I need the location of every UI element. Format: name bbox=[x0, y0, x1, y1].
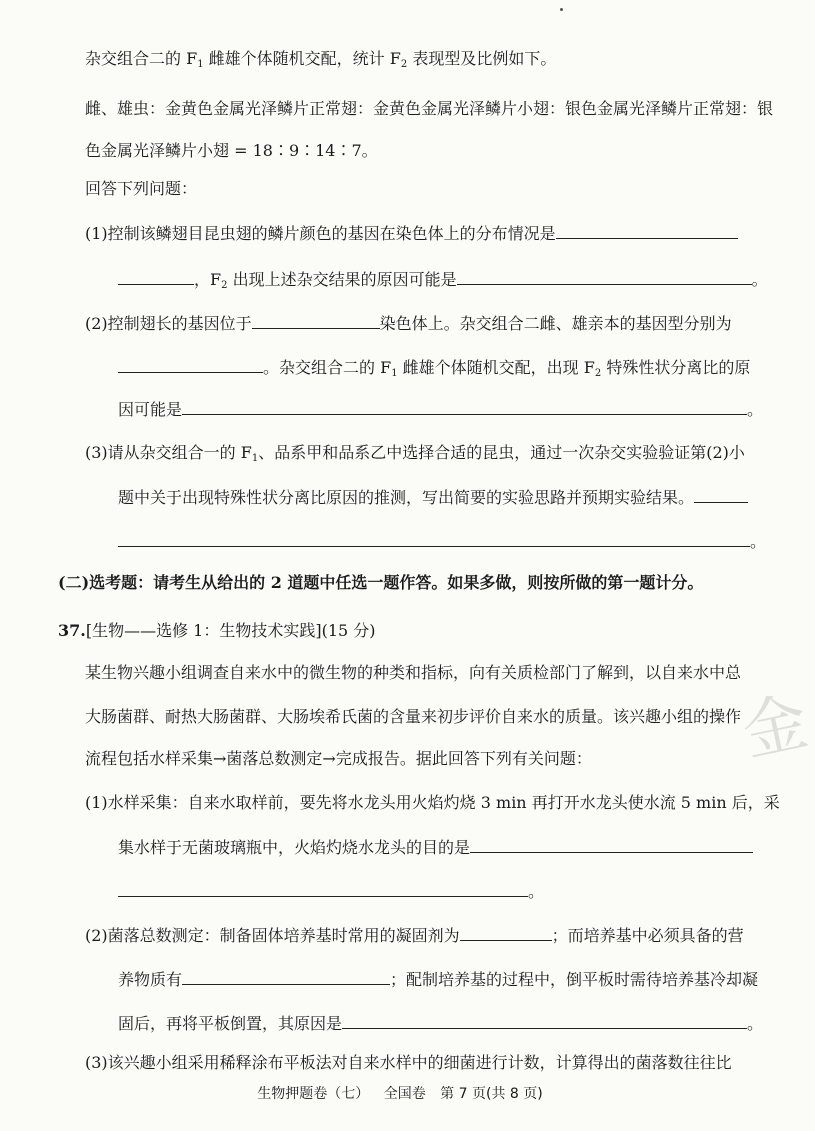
answer-blank[interactable] bbox=[182, 968, 390, 985]
question-text: ；配制培养基的过程中，倒平板时需待培养基冷却凝 bbox=[390, 970, 759, 989]
answer-blank[interactable] bbox=[252, 312, 380, 329]
question-text: 题中关于出现特殊性状分离比原因的推测，写出简要的实验思路并预期实验结果。 bbox=[118, 488, 695, 507]
question-text: 因可能是 bbox=[118, 400, 183, 419]
question-text: (1)控制该鳞翅目昆虫翅的鳞片颜色的基因在染色体上的分布情况是 bbox=[85, 224, 556, 243]
subscript: 1 bbox=[391, 368, 398, 379]
intro-f2-statement bbox=[0, 48, 800, 70]
answer-blank[interactable] bbox=[694, 486, 748, 503]
watermark: 金 bbox=[736, 685, 815, 771]
text: 色金属光泽鳞片小翅 = 18∶9∶14∶7。 bbox=[85, 141, 378, 160]
page-footer bbox=[0, 1084, 800, 1104]
answer-blank[interactable] bbox=[556, 222, 738, 239]
question-text: 、品系甲和品系乙中选择合适的昆虫，通过一次杂交实验验证第(2)小 bbox=[258, 443, 745, 462]
question-text: 出现上述杂交结果的原因可能是 bbox=[227, 270, 457, 289]
q2-line-3 bbox=[0, 398, 800, 421]
q37-title bbox=[0, 620, 800, 642]
text: 。 bbox=[747, 400, 764, 419]
question-text: 雌雄个体随机交配，出现 F bbox=[397, 358, 595, 377]
question-text: ；而培养基中必须具备的营 bbox=[551, 926, 744, 945]
answer-blank[interactable] bbox=[460, 924, 552, 941]
q1-line-1 bbox=[0, 222, 800, 245]
text: 回答下列问题： bbox=[85, 179, 198, 198]
footer-scope: 全国卷 bbox=[383, 1086, 426, 1102]
section-2-heading bbox=[0, 572, 800, 594]
scan-dot bbox=[560, 8, 563, 11]
q37-s2-line-3 bbox=[0, 1012, 800, 1035]
text: 某生物兴趣小组调查自来水中的微生物的种类和指标，向有关质检部门了解到，以自来水中总 bbox=[85, 663, 742, 682]
subscript: 2 bbox=[594, 368, 602, 379]
subscript: 2 bbox=[221, 280, 228, 291]
subscript: 1 bbox=[197, 59, 204, 70]
q37-s2-line-2 bbox=[0, 968, 800, 991]
subscript: 1 bbox=[251, 453, 259, 464]
question-text: (3)该兴趣小组采用稀释涂布平板法对自来水样中的细菌进行计数，计算得出的菌落数往往比 bbox=[85, 1053, 732, 1072]
text: 大肠菌群、耐热大肠菌群、大肠埃希氏菌的含量来初步评价自来水的质量。该兴趣小组的操作 bbox=[85, 707, 742, 726]
q2-line-2 bbox=[0, 356, 800, 379]
q1-line-2 bbox=[0, 268, 800, 291]
question-number: 37. bbox=[58, 621, 86, 640]
answer-blank[interactable] bbox=[470, 836, 753, 853]
answer-blank[interactable] bbox=[342, 1012, 747, 1029]
question-text: 。杂交组合二的 F bbox=[263, 358, 392, 377]
question-text: ，F bbox=[194, 270, 222, 289]
q37-s2-line-1 bbox=[0, 924, 800, 947]
q37-intro-2 bbox=[0, 706, 800, 728]
ratio-line-1 bbox=[0, 98, 800, 120]
question-text: 固后，再将平板倒置，其原因是 bbox=[118, 1014, 343, 1033]
q37-s3-line-1 bbox=[0, 1052, 800, 1074]
q37-s1-line-2 bbox=[0, 836, 800, 859]
text: 流程包括水样采集→菌落总数测定→完成报告。据此回答下列有关问题： bbox=[85, 749, 592, 768]
footer-title: 生物押题卷（七） bbox=[257, 1086, 370, 1102]
text: 。 bbox=[750, 532, 767, 551]
answer-prompt bbox=[0, 178, 800, 200]
question-text: 养物质有 bbox=[118, 970, 183, 989]
question-title: [生物——选修 1：生物技术实践](15 分) bbox=[85, 621, 376, 640]
text: 表现型及比例如下。 bbox=[407, 49, 557, 68]
q3-line-1 bbox=[0, 442, 800, 464]
text: 杂交组合二的 F bbox=[85, 49, 198, 68]
question-text: (3)请从杂交组合一的 F bbox=[85, 443, 252, 462]
text: 。 bbox=[751, 270, 768, 289]
footer-page-number: 第 7 页(共 8 页) bbox=[440, 1086, 543, 1102]
subscript: 2 bbox=[400, 59, 408, 70]
answer-blank[interactable] bbox=[182, 398, 747, 415]
question-text: (1)水样采集：自来水取样前，要先将水龙头用火焰灼烧 3 min 再打开水龙头使水流 5 min 后，采 bbox=[85, 793, 780, 812]
q2-line-1 bbox=[0, 312, 800, 335]
text: 。 bbox=[747, 1014, 764, 1033]
answer-blank[interactable] bbox=[118, 356, 263, 373]
q37-s1-line-1 bbox=[0, 792, 800, 814]
question-text: 特殊性状分离比的原 bbox=[601, 358, 751, 377]
answer-blank[interactable] bbox=[457, 268, 752, 285]
q37-intro-3 bbox=[0, 748, 800, 770]
q37-s1-line-3 bbox=[0, 880, 800, 903]
question-text: (2)菌落总数测定：制备固体培养基时常用的凝固剂为 bbox=[85, 926, 460, 945]
text: (二)选考题：请考生从给出的 2 道题中任选一题作答。如果多做，则按所做的第一题计分。 bbox=[58, 573, 704, 592]
text: 。 bbox=[528, 882, 545, 901]
question-text: 集水样于无菌玻璃瓶中，火焰灼烧水龙头的目的是 bbox=[118, 838, 471, 857]
text: 雌、雄虫：金黄色金属光泽鳞片正常翅：金黄色金属光泽鳞片小翅：银色金属光泽鳞片正常翅：银 bbox=[85, 99, 774, 118]
question-text: (2)控制翅长的基因位于 bbox=[85, 314, 252, 333]
question-text: 染色体上。杂交组合二雌、雄亲本的基因型分别为 bbox=[379, 314, 732, 333]
answer-blank[interactable] bbox=[118, 268, 194, 285]
answer-blank[interactable] bbox=[118, 880, 528, 897]
q3-line-2 bbox=[0, 486, 800, 509]
q3-line-3 bbox=[0, 530, 800, 553]
q37-intro-1 bbox=[0, 662, 800, 684]
answer-blank[interactable] bbox=[118, 530, 750, 547]
text: 雌雄个体随机交配，统计 F bbox=[203, 49, 401, 68]
ratio-line-2 bbox=[0, 140, 800, 162]
